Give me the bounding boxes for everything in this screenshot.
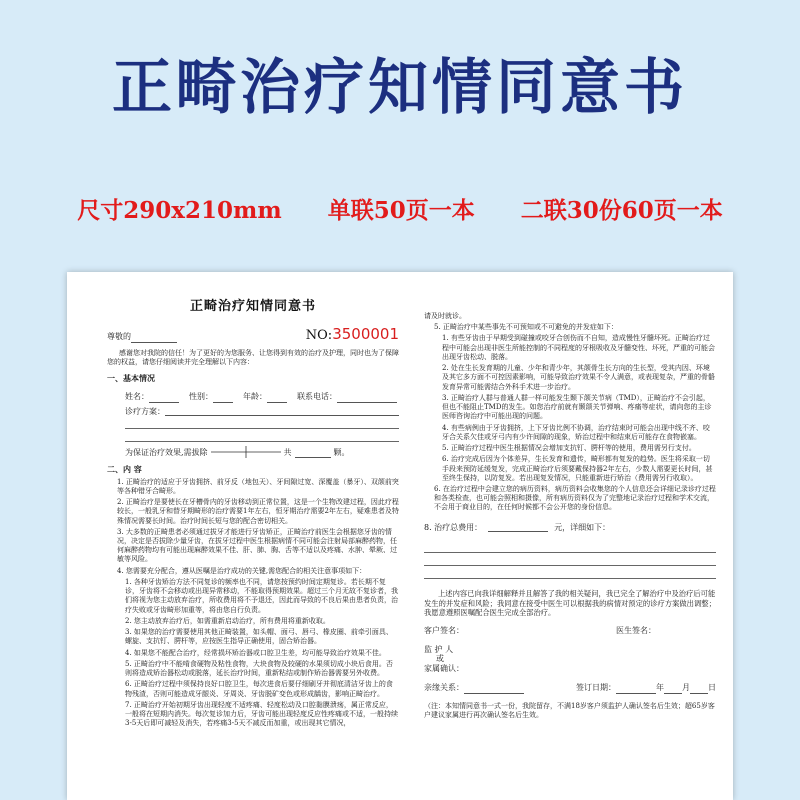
age-blank[interactable] [267,394,287,403]
spec-double: 二联30份60页一本 [520,197,723,224]
subitem-4: 4. 如果您不能配合治疗，经常损坏矫治器或口腔卫生差，均可能导致治疗效果不佳。 [125,648,386,657]
item-2: 2. 正畸治疗是要使长在牙槽骨内的牙齿移动到正常位置，这是一个生物改建过程，因此疗程较长，一般乳牙和替牙期畸形的治疗需要1年左右，恒牙期治疗需要2年左右，疑难患者及特殊情况需要长时间。治疗时间长短与您的配合密切相关。 [117,498,399,525]
subitem-6: 6. 正畸治疗过程中须保持良好口腔卫生，每次进食后要仔细刷牙并彻底清洁牙齿上的食物残渣，否则可能造成牙龈炎、牙周炎、牙齿脱矿变色或形成龋齿，影响正畸治疗。 [125,680,393,698]
client-sign-field[interactable] [424,626,464,637]
consent-text: 上述内容已向我详细解释并且解答了我的相关疑问，我已完全了解治疗中及治疗后可能发生的并发症和风险；我同意在接受中医生可以根据我的病情对预定的诊疗方案做出调整；我愿意遵照医嘱配合医生完成全部治疗。 [424,589,716,618]
plan-line-2[interactable] [125,432,399,442]
plan-label: 诊疗方案： [125,406,165,416]
day-blank[interactable] [690,685,708,694]
month-blank[interactable] [664,685,682,694]
right-column [424,310,716,720]
gender-blank[interactable] [213,394,233,403]
section-content: 二、内 容 [107,464,142,475]
subitem-7: 7. 正畸治疗开始初期牙齿出现轻度不适疼痛、轻度松动及口腔黏膜溃疡，属正常反应，一般将在短期内消失。每次复诊加力后，牙齿可能出现轻度反应性疼痛或不适，一般持续3-5天后即可减轻及消失，若疼痛3-5天不减反而加重，或出现其它情况， [125,700,398,728]
or-label: 或 [436,654,444,664]
age-field[interactable] [243,392,287,403]
phone-field[interactable] [297,392,397,403]
phone-label: 联系电话： [297,391,337,401]
item-3: 3. 大多数的正畸患者必须通过拔牙才能进行牙齿矫正，正畸治疗前医生会根据您牙齿的情况，决定是否拔除少量牙齿，在拔牙过程中医生根据病情不同可能会注射局部麻醉药物，任何麻醉药物均有可能出现麻醉效果不佳、肝、肺、胸、舌等不适以及疼痛、水肿、晕厥、过敏等风险。 [117,527,397,564]
month-label: 月 [682,683,690,693]
dear-label: 尊敬的 [107,332,131,342]
extraction-text-b: 共 [283,447,292,457]
day-label: 日 [708,683,716,693]
plan-field[interactable] [125,407,399,418]
sign-row-2 [424,683,716,694]
year-label: 年 [656,683,664,693]
fee-line-2[interactable] [424,556,716,566]
intro-text: 感谢您对我院的信任！为了更好的为您服务、让您得到有效的治疗及护理，同时也为了保障您的权益，请您仔细阅读并完全理解以下内容： [107,348,399,367]
signature-block [424,626,716,720]
subitem-2: 2. 您主动放弃治疗后，如需重新启动治疗，所有费用将重新收取。 [125,616,330,625]
date-label: 签订日期： [576,683,616,693]
client-sign-label: 客户签名： [424,626,464,636]
phone-blank[interactable] [337,394,397,403]
plan-blank[interactable] [165,407,399,416]
complication-5: 5. 正畸治疗过程中医生根据情况会增加支抗钉、腭杆等的使用，费用需另行支付。 [442,444,696,453]
spec-single: 单联50页一本 [327,197,475,224]
no-value: 3500001 [332,325,399,344]
fee-line-3[interactable] [424,569,716,579]
spec-size: 尺寸290x210mm [77,197,282,224]
date-field[interactable] [576,683,716,694]
section-basic: 一、基本情况 [107,373,155,384]
sign-row-1 [424,626,716,637]
item-5: 5. 正畸治疗中某些事先不可预知或不可避免的并发症如下： [434,323,618,332]
spec-line [0,192,800,225]
fee-label: 8. 治疗总费用： [424,522,483,532]
extraction-row [125,446,399,458]
name-blank[interactable] [149,394,179,403]
info-fields [125,392,399,403]
name-label: 姓名： [125,391,149,401]
extraction-text-a: 为保证治疗效果,需拔除 [125,447,208,457]
complication-3: 3. 正畸治疗人群与普通人群一样可能发生颞下颌关节病（TMD），正畸治疗不会引起，但也不能阻止TMD的发生。如您治疗前就有颞颌关节弹响、疼痛等症状，请向您的主诊医师咨询治疗中可能出现的问题。 [442,393,712,421]
dear-blank[interactable] [131,334,177,343]
relation-field[interactable] [424,683,524,694]
complication-1: 1. 有些牙齿由于早期受到碰撞或咬牙合创伤而不自知，造成慢性牙髓坏死。正畸治疗过程中可能会出现非医生所能控制的不同程度的牙根吸收及牙髓变性、坏死，严重的可能会出现牙齿松动、脱落。 [442,334,715,361]
left-column [107,272,399,730]
doc-title: 正畸治疗知情同意书 [189,299,316,314]
continued-text: 请及时就诊。 [424,312,466,320]
banner-title: 正畸治疗知情同意书 [112,53,688,123]
plan-line-1[interactable] [125,419,399,429]
header-row [107,325,399,345]
complication-4: 4. 有些病例由于牙齿拥挤，上下牙齿比例不协调，治疗结束时可能会出现中线不齐、咬牙合关系欠佳或牙弓内有少许间隙的现象，矫治过程中和结束后可能存在食物嵌塞。 [442,423,710,441]
subitem-5: 5. 正畸治疗中不能啃食硬物及粘性食物，大块食物及较硬的水果须切成小块后食用。否则将造成矫治器松动或脱落，延长治疗时间，重新粘结或制作矫治器需要另外收费。 [125,659,393,678]
gender-label: 性别： [189,391,213,401]
fee-line-1[interactable] [424,543,716,553]
subitem-3: 3. 如果您的治疗需要使用其他正畸装置，如头帽、面弓、唇弓、橡皮圈、前牵引面具、螺旋、支抗钉、腭杆等，应按医生指导正确使用，固合矫治器。 [125,628,393,646]
form-sheet [67,272,733,800]
fee-row [424,523,716,534]
complication-2: 2. 处在生长发育期的儿童、少年和青少年，其颌骨生长方向的生长型，受其内因、环境及其它多方面不可控因素影响，可能导致治疗效果不令人满意，或表现复杂，严重的骨骼发育异常可能需结合外科手术进一步治疗。 [442,364,715,391]
year-blank[interactable] [616,685,656,694]
guardian-block[interactable] [424,645,716,674]
tooth-chart-cross[interactable] [211,446,281,458]
item-1: 1. 正畸治疗的适应于牙齿拥挤、前牙反（地包天）、牙间隙过宽、深覆盖（暴牙）、双颌前突等各种错牙合畸形。 [117,477,399,495]
name-field[interactable] [125,392,179,403]
subitem-1: 1. 各种牙齿矫治方法不同复诊的频率也不同，请您按预约时间定期复诊。若长期不复诊，牙齿将不会移动或出现异常移动，不能取得预期效果。超过三个月无故不复诊者，我们将视为您主动放弃治疗，所收费用将不予退还，因此而导致的不良后果由患者负责，治疗失败或牙齿畸形加重等，将由您自行负责。 [125,577,398,614]
extraction-count-blank[interactable] [295,449,331,458]
no-label: NO: [305,328,333,344]
relation-label: 亲缘关系： [424,683,464,693]
footnote: （注：本知情同意书一式一份，我院留存，不满18岁客户须监护人确认签名后生效；超65岁客户建议家属进行再次确认签名后生效。 [424,701,715,720]
fee-unit: 元，详细如下： [554,522,611,532]
doctor-sign-field[interactable] [616,626,656,637]
item-7: 6. 在治疗过程中会建立您的病历资料，病历资料会收集您的个人信息还会详细记录诊疗过程和各类检查，也可能会照相和摄像，所有病历资料仅为了完整地记录治疗过程和学术交流，不会用于商业目的，在任何时候都不会公开您的身份信息。 [434,484,716,512]
age-label: 年龄： [243,391,267,401]
dear-line [107,332,177,343]
serial-number [306,325,399,345]
complication-6: 6. 治疗完成后因为个体差异，生长发育和遗传，畸形都有复发的趋势。医生将采取一切手段来预防延缓复发，完成正畸治疗后须要戴保持器2年左右，少数人需要更长时间，甚至终生保持，以防复发。若出现复发情况，只能重新进行矫治（费用需另行收取）。 [442,455,713,482]
relation-blank[interactable] [464,685,524,694]
item-4: 4. 您需要充分配合，遵从医嘱是治疗成功的关键,需您配合的相关注意事项如下： [117,566,367,575]
fee-blank[interactable] [488,523,548,532]
family-label: 家属确认： [424,663,464,673]
gender-field[interactable] [189,392,233,403]
extraction-text-c: 颗。 [333,447,350,457]
doctor-sign-label: 医生签名： [616,626,656,636]
guardian-label: 监 护 人 [424,644,454,654]
